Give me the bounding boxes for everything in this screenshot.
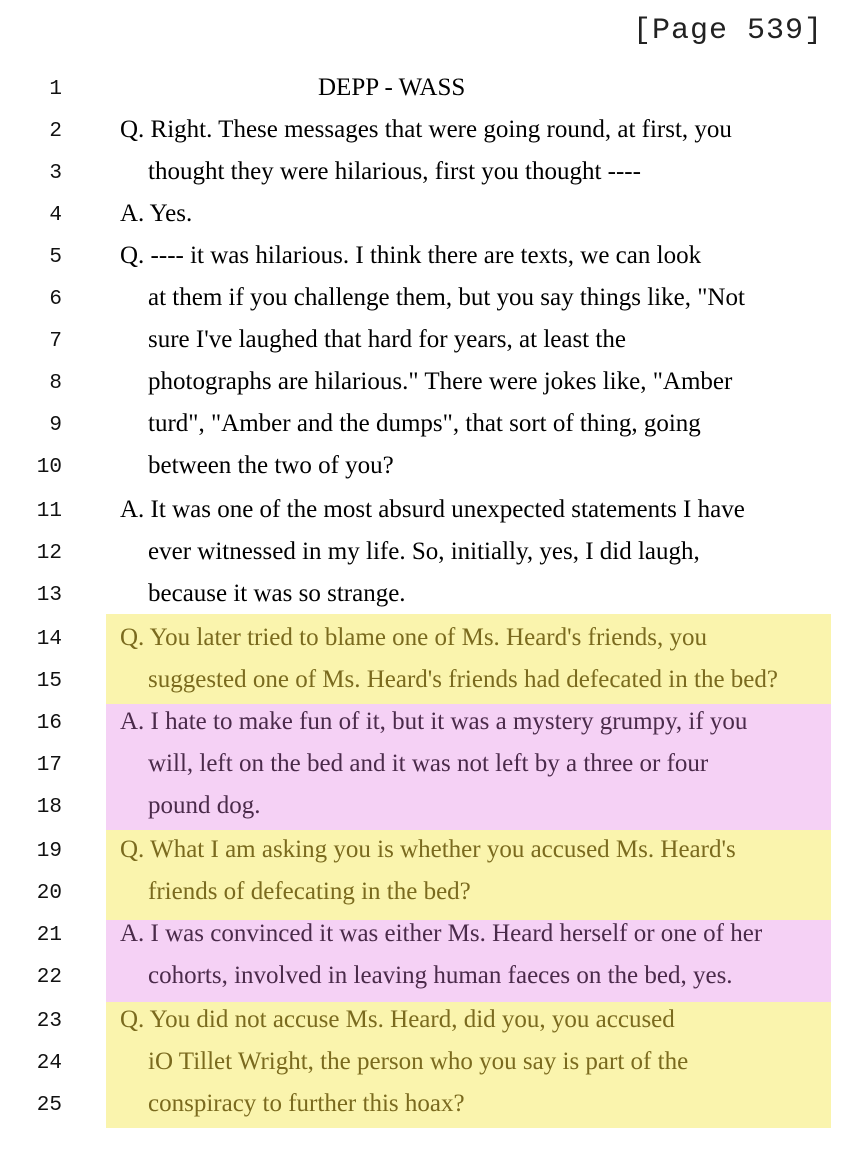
transcript-line bbox=[0, 448, 859, 490]
line-text: A. I was convinced it was either Ms. Heard herself or one of her bbox=[120, 920, 763, 947]
transcript-line bbox=[0, 1002, 859, 1044]
transcript-line bbox=[0, 364, 859, 406]
transcript-line bbox=[0, 70, 859, 112]
line-text: photographs are hilarious." There were jokes like, "Amber bbox=[148, 368, 733, 395]
line-number: 8 bbox=[49, 372, 62, 395]
line-number: 2 bbox=[49, 120, 62, 143]
transcript-line bbox=[0, 534, 859, 576]
line-text: A. I hate to make fun of it, but it was a mystery grumpy, if you bbox=[120, 708, 748, 735]
line-number: 17 bbox=[36, 754, 62, 777]
transcript-line bbox=[0, 576, 859, 618]
line-text: between the two of you? bbox=[148, 452, 394, 479]
line-number: 24 bbox=[36, 1052, 62, 1075]
transcript-line bbox=[0, 832, 859, 874]
line-text: cohorts, involved in leaving human faeces on the bed, yes. bbox=[148, 962, 733, 989]
line-text: Q. What I am asking you is whether you accused Ms. Heard's bbox=[120, 836, 736, 863]
line-text: A. Yes. bbox=[120, 200, 193, 227]
line-number: 15 bbox=[36, 670, 62, 693]
line-text: Q. ---- it was hilarious. I think there are texts, we can look bbox=[120, 242, 702, 269]
line-text: because it was so strange. bbox=[148, 580, 406, 607]
line-text: Q. Right. These messages that were going round, at first, you bbox=[120, 116, 732, 143]
line-number: 21 bbox=[36, 924, 62, 947]
line-number: 13 bbox=[36, 584, 62, 607]
transcript-line bbox=[0, 620, 859, 662]
line-number: 16 bbox=[36, 712, 62, 735]
line-number: 9 bbox=[49, 414, 62, 437]
transcript-line bbox=[0, 1044, 859, 1086]
line-text: suggested one of Ms. Heard's friends had defecated in the bed? bbox=[148, 666, 778, 693]
line-number: 3 bbox=[49, 162, 62, 185]
line-text: iO Tillet Wright, the person who you say is part of the bbox=[148, 1048, 689, 1075]
line-number: 11 bbox=[36, 500, 62, 523]
transcript-line bbox=[0, 916, 859, 958]
transcript-line bbox=[0, 280, 859, 322]
line-number: 18 bbox=[36, 796, 62, 819]
line-number: 22 bbox=[36, 966, 62, 989]
transcript-line bbox=[0, 112, 859, 154]
line-text: at them if you challenge them, but you say things like, "Not bbox=[148, 284, 745, 311]
transcript-line bbox=[0, 322, 859, 364]
transcript-line bbox=[0, 788, 859, 830]
line-text: ever witnessed in my life. So, initially, yes, I did laugh, bbox=[148, 538, 700, 565]
line-number: 1 bbox=[49, 78, 62, 101]
page-number: [Page 539] bbox=[632, 14, 823, 48]
transcript-line bbox=[0, 406, 859, 448]
line-text: sure I've laughed that hard for years, at least the bbox=[148, 326, 626, 353]
transcript-line bbox=[0, 238, 859, 280]
transcript-line bbox=[0, 196, 859, 238]
transcript-line bbox=[0, 874, 859, 916]
line-number: 10 bbox=[36, 456, 62, 479]
line-number: 6 bbox=[49, 288, 62, 311]
line-text: will, left on the bed and it was not left by a three or four bbox=[148, 750, 709, 777]
line-text: Q. You later tried to blame one of Ms. Heard's friends, you bbox=[120, 624, 708, 651]
line-number: 14 bbox=[36, 628, 62, 651]
transcript-line bbox=[0, 662, 859, 704]
transcript-line bbox=[0, 704, 859, 746]
line-text: friends of defecating in the bed? bbox=[148, 878, 471, 905]
transcript-line bbox=[0, 746, 859, 788]
line-number: 4 bbox=[49, 204, 62, 227]
line-text: A. It was one of the most absurd unexpected statements I have bbox=[120, 496, 745, 523]
line-number: 5 bbox=[49, 246, 62, 269]
transcript-line bbox=[0, 154, 859, 196]
transcript-line bbox=[0, 958, 859, 1000]
line-text: thought they were hilarious, first you thought ---- bbox=[148, 158, 641, 185]
line-number: 25 bbox=[36, 1094, 62, 1117]
transcript-line bbox=[0, 1086, 859, 1128]
line-text: Q. You did not accuse Ms. Heard, did you, you accused bbox=[120, 1006, 675, 1033]
line-text: conspiracy to further this hoax? bbox=[148, 1090, 465, 1117]
transcript-line bbox=[0, 492, 859, 534]
header-title: DEPP - WASS bbox=[318, 74, 466, 101]
line-number: 23 bbox=[36, 1010, 62, 1033]
line-text: turd", "Amber and the dumps", that sort of thing, going bbox=[148, 410, 701, 437]
line-number: 19 bbox=[36, 840, 62, 863]
line-number: 20 bbox=[36, 882, 62, 905]
line-number: 7 bbox=[49, 330, 62, 353]
line-number: 12 bbox=[36, 542, 62, 565]
line-text: pound dog. bbox=[148, 792, 261, 819]
